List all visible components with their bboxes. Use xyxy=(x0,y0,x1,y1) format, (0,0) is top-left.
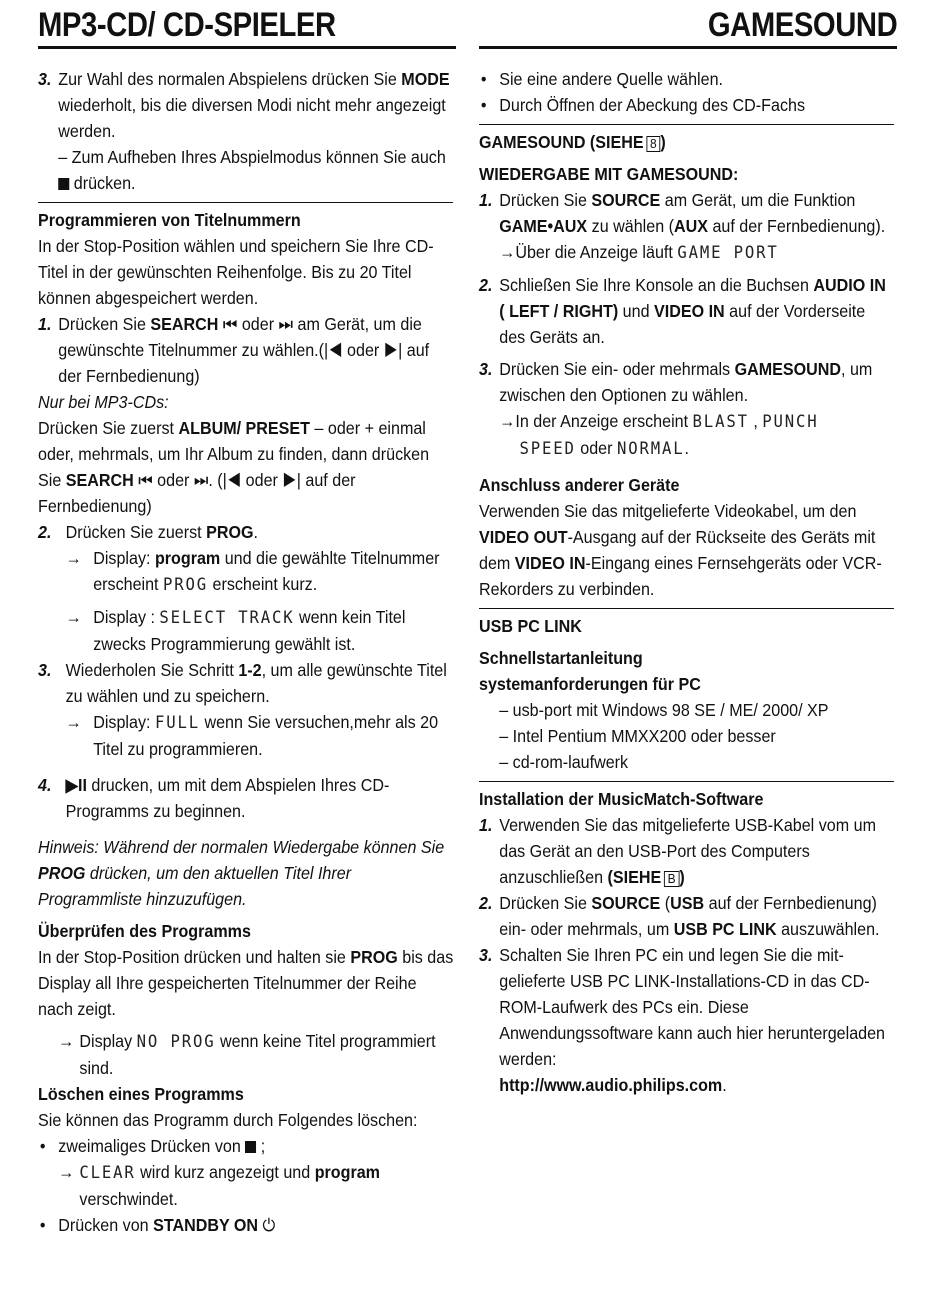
playback-title: WIEDERGABE MIT GAMESOUND: xyxy=(479,164,739,184)
install-title: Installation der MusicMatch-Software xyxy=(479,789,764,809)
delete-bullet-2: • Drücken von STANDBY ON ⏻ xyxy=(39,1215,276,1235)
bullet-open-cd: • Durch Öffnen der Abeckung des CD-Fachs xyxy=(480,95,806,115)
section-divider xyxy=(479,124,894,125)
display-program: → Display: program und die gewählte Titelnummer erscheint PROG erscheint kurz. xyxy=(38,545,453,598)
install-step1: 1. Verwenden Sie das mitgelieferte USB-Kabel vom um das Gerät an den USB-Port des Computers anzuschließen (SIEHE B ) xyxy=(479,815,876,887)
download-link[interactable]: http://www.audio.philips.com xyxy=(499,1075,723,1095)
usb-title: USB PC LINK xyxy=(479,616,582,636)
stop-icon xyxy=(245,1141,256,1153)
requirements-title: systemanforderungen für PC xyxy=(479,674,701,694)
gs-step1: 1. Drücken Sie SOURCE am Gerät, um die Funktion GAME•AUX zu wählen (AUX auf der Fernbedienung). →Über die Anzeige läuft GAME PORT xyxy=(479,190,886,263)
display-full: → Display: FULL wenn Sie versuchen,mehr als 20 Titel zu programmieren. xyxy=(38,709,453,762)
display-no-prog: → Display NO PROG wenn keine Titel programmiert sind. xyxy=(38,1028,453,1081)
arrow-icon: → xyxy=(58,1031,75,1051)
quickstart-title: Schnellstartanleitung xyxy=(479,648,643,668)
check-title: Überprüfen des Programms xyxy=(38,921,251,941)
section-divider xyxy=(479,781,894,782)
left-body xyxy=(38,66,456,1238)
left-page-header: MP3-CD/ CD-SPIELER xyxy=(38,6,336,44)
step3: 3. Zur Wahl des normalen Abspielens drücken Sie MODE wiederholt, bis die diversen Modi nicht mehr angezeigt werden. – Zum Aufheben Ihres Abspielmodus können Sie auch drücken. xyxy=(38,69,450,193)
display-clear: → CLEAR wird kurz angezeigt und program verschwindet. xyxy=(38,1159,453,1212)
mp3-only-note: Nur bei MP3-CDs: xyxy=(38,392,169,412)
display-select-track: → Display : SELECT TRACK wenn kein Titel zwecks Programmierung gewählt ist. xyxy=(38,604,453,657)
prog-step4: 4. ▶II drucken, um mit dem Abspielen Ihres CD-Programms zu beginnen. xyxy=(38,775,390,821)
section-divider xyxy=(479,608,894,609)
install-step3: 3. Schalten Sie Ihren PC ein und legen Sie die mit-gelieferte USB PC LINK-Installations-CD in das CD-ROM-Laufwerk des PCs ein. Diese Anwendungssoftware kann auch hier heruntergeladen werden: http://www.audio.philips.com. xyxy=(479,945,886,1095)
mp3-instructions: Drücken Sie zuerst ALBUM/ PRESET – oder + einmal oder, mehrmals, um Ihr Album zu finden, dann drücken Sie SEARCH ⏮ oder ⏭. (|◀ oder ▶| auf der Fernbedienung) xyxy=(38,418,430,516)
right-body xyxy=(479,66,897,1098)
power-icon: ⏻ xyxy=(258,1215,276,1235)
section-divider xyxy=(38,202,453,203)
gamesound-title: GAMESOUND (SIEHE 8 ) xyxy=(479,132,666,152)
delete-title: Löschen eines Programms xyxy=(38,1084,244,1104)
right-header-rule xyxy=(479,46,897,49)
prog-step2: 2. Drücken Sie zuerst PROG. xyxy=(38,522,258,542)
arrow-icon: → xyxy=(65,712,82,732)
req-item: – cd-rom-laufwerk xyxy=(499,752,629,772)
gs-step2: 2. Schließen Sie Ihre Konsole an die Buchsen AUDIO IN ( LEFT / RIGHT) und VIDEO IN auf der Vorderseite des Geräts an. xyxy=(479,275,886,347)
arrow-icon: → xyxy=(65,607,82,627)
hint: Hinweis: Während der normalen Wiedergabe können Sie PROG drücken, um den aktuellen Titel Ihrer Programmliste hinzuzufügen. xyxy=(38,837,445,909)
prog-step3: 3. Wiederholen Sie Schritt 1-2, um alle gewünschte Titel zu wählen und zu speichern. xyxy=(38,660,447,706)
prog-intro: In der Stop-Position wählen und speichern Sie Ihre CD-Titel in der gewünschten Reihenfolge. Bis zu 20 Titel können abgespeichert werden. xyxy=(38,236,434,308)
check-text: In der Stop-Position drücken und halten sie PROG bis das Display all Ihre gespeicherten Titelnummer der Reihe nach zeigt. xyxy=(38,947,454,1019)
prog-step1: 1. Drücken Sie SEARCH ⏮ oder ⏭ am Gerät, um die gewünschte Titelnummer zu wählen.(|◀ oder ▶| auf der Fernbedienung) xyxy=(38,314,430,386)
right-page-header: GAMESOUND xyxy=(707,6,897,44)
connect-title: Anschluss anderer Geräte xyxy=(479,475,680,495)
delete-intro: Sie können das Programm durch Folgendes löschen: xyxy=(38,1110,418,1130)
left-header-rule xyxy=(38,46,456,49)
install-step2: 2. Drücken Sie SOURCE (USB auf der Fernbedienung) ein- oder mehrmals, um USB PC LINK auszuwählen. xyxy=(479,893,880,939)
req-item: – Intel Pentium MMXX200 oder besser xyxy=(499,726,776,746)
arrow-icon: → xyxy=(65,548,82,568)
stop-icon xyxy=(58,178,69,190)
gs-step3: 3. Drücken Sie ein- oder mehrmals GAMESOUND, um zwischen den Optionen zu wählen. →In der Anzeige erscheint BLAST , PUNCH SPEED oder NORMAL. xyxy=(479,359,873,459)
bullet-other-source: • Sie eine andere Quelle wählen. xyxy=(480,69,724,89)
play-pause-icon: ▶II xyxy=(65,775,87,795)
arrow-icon: → xyxy=(58,1162,75,1182)
connect-text: Verwenden Sie das mitgelieferte Videokabel, um den VIDEO OUT-Ausgang auf der Rückseite des Geräts mit dem VIDEO IN-Eingang eines Fernsehgeräts oder VCR-Rekorders zu verbinden. xyxy=(479,501,882,599)
req-item: – usb-port mit Windows 98 SE / ME/ 2000/ XP xyxy=(499,700,829,720)
prog-title: Programmieren von Titelnummern xyxy=(38,210,301,230)
delete-bullet-1: • zweimaliges Drücken von ; xyxy=(39,1136,266,1156)
